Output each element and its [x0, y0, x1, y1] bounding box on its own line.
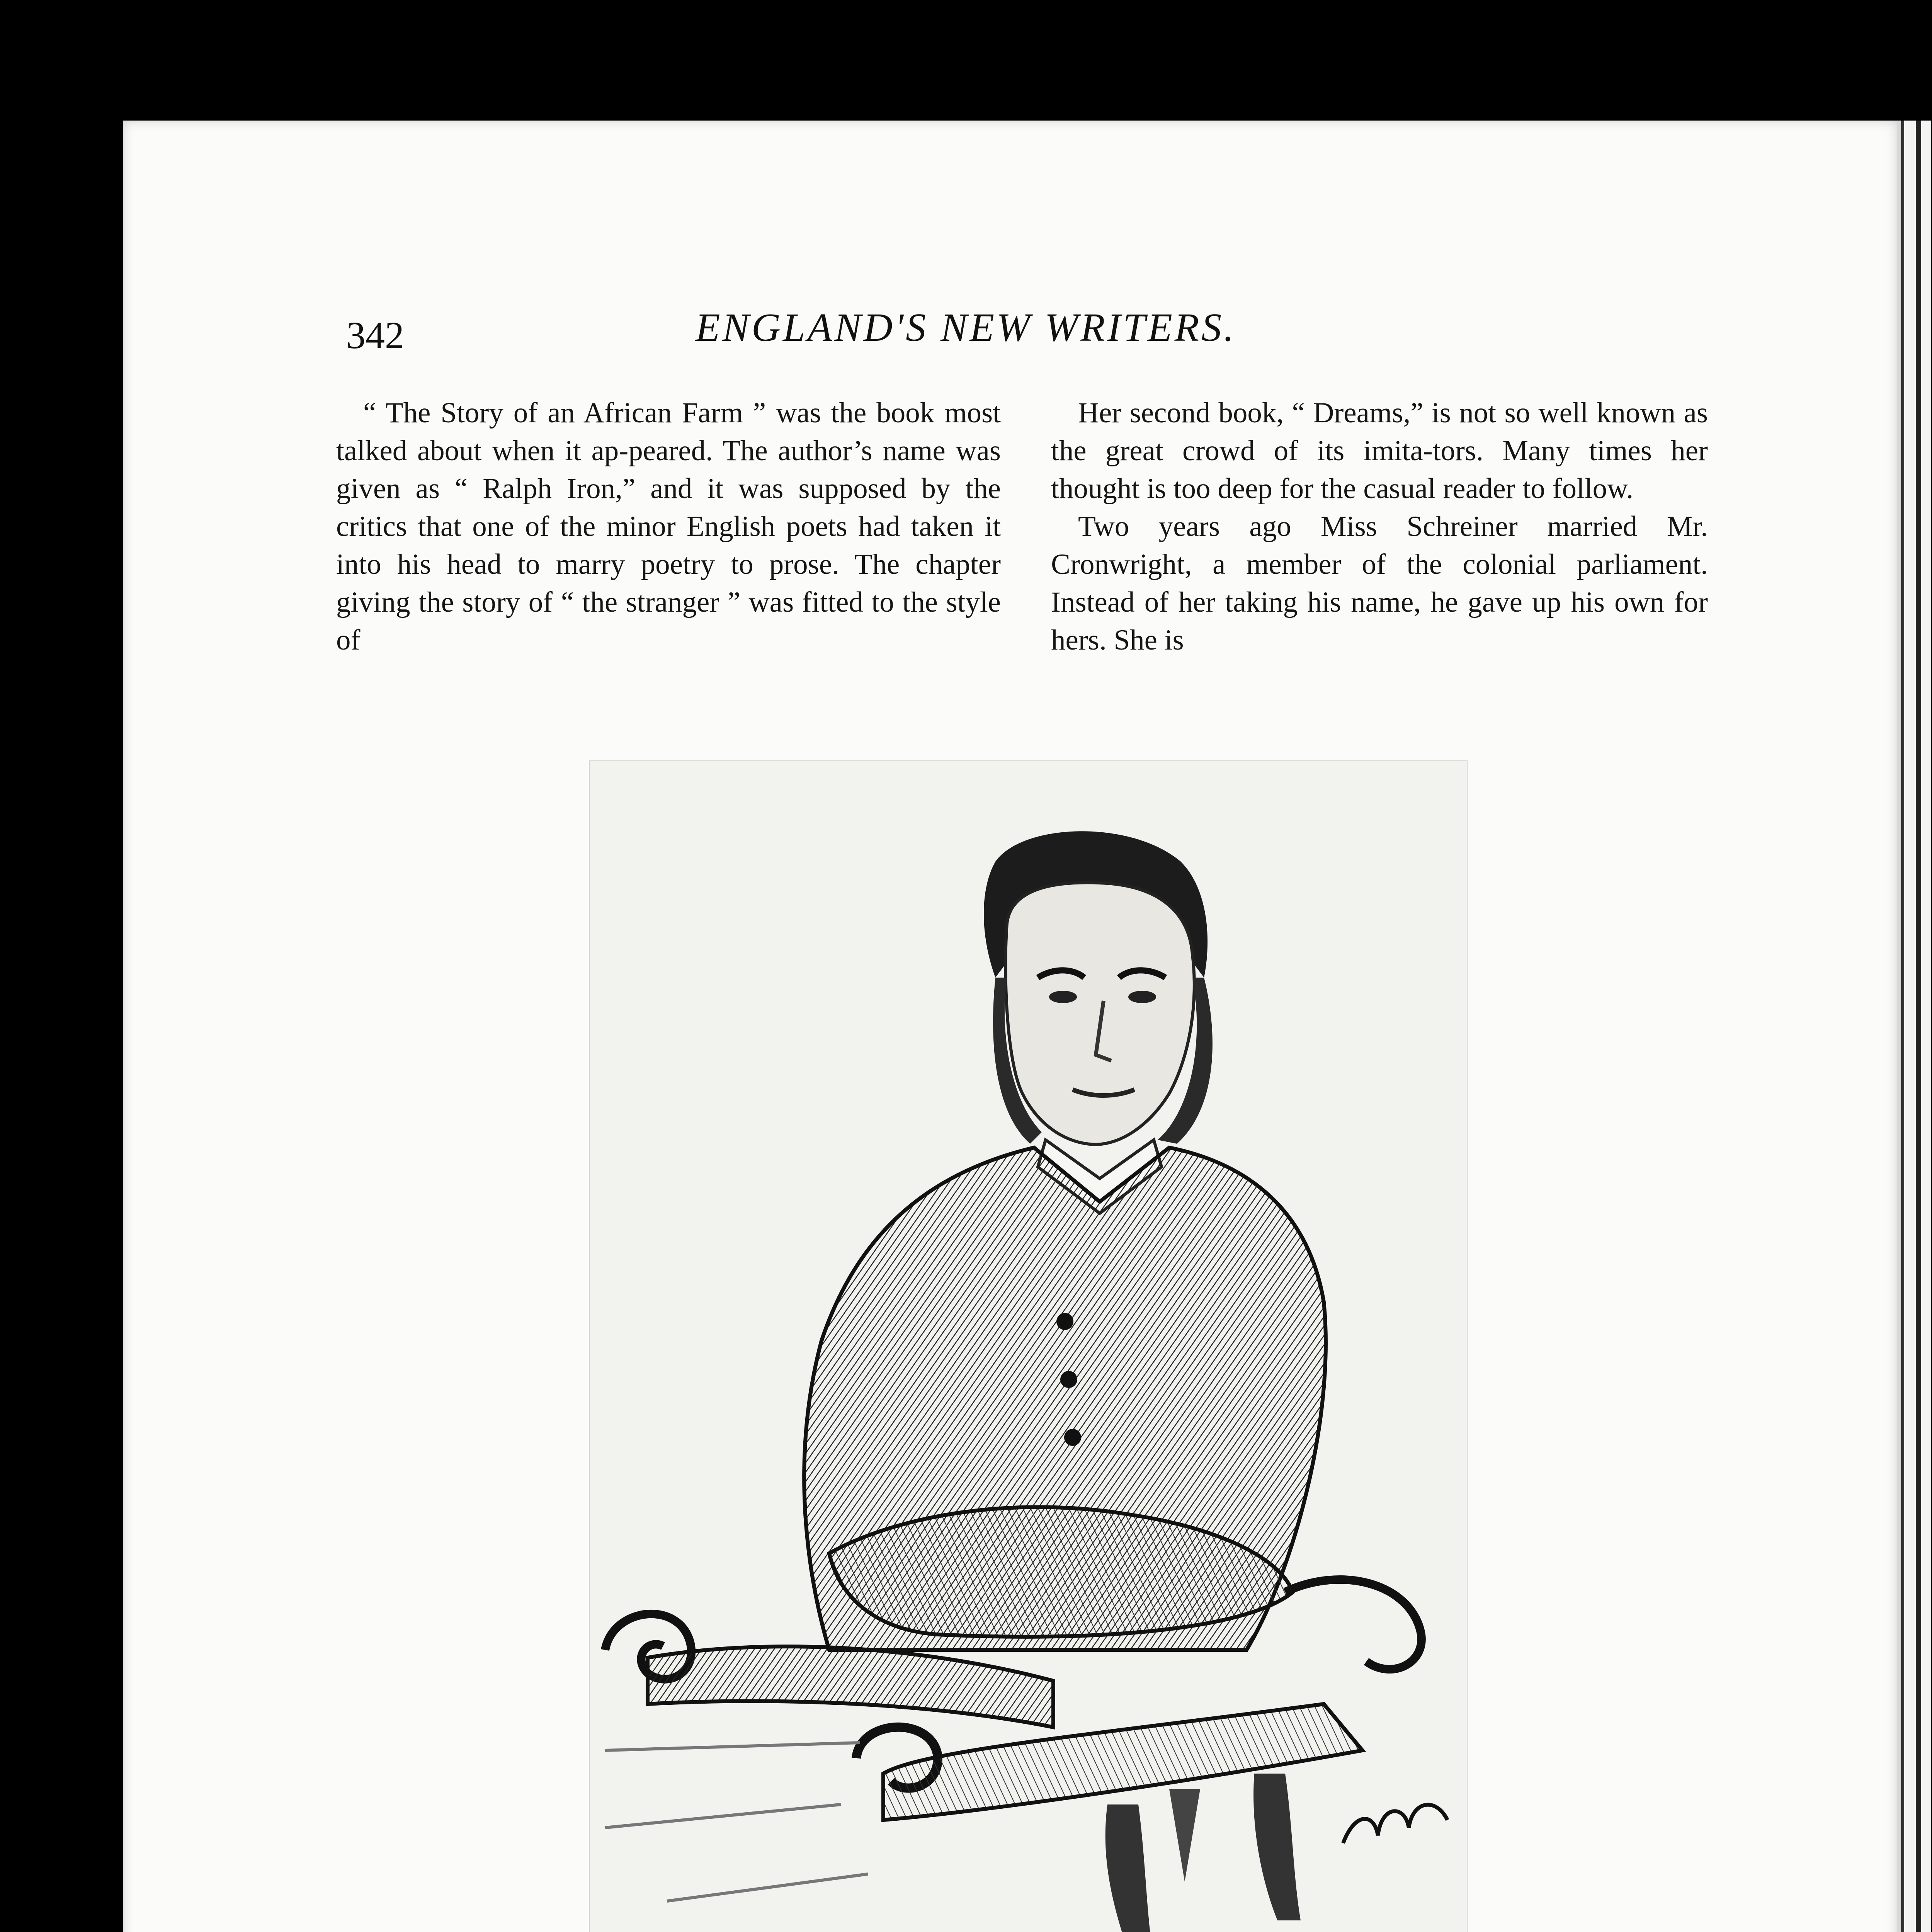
portrait-illustration: [589, 760, 1468, 1932]
paragraph: Two years ago Miss Schreiner married Mr. Cronwright, a member of the colonial parliament. Instead of her taking his name, he gave up his own for hers. She is: [1051, 510, 1708, 656]
paragraph: Her second book, “ Dreams,” is not so well known as the great crowd of its imita-tors. Many times her thought is too deep for the casual reader to follow.: [1051, 397, 1708, 505]
binding-shadow: [1916, 121, 1921, 1932]
portrait-drawing: [590, 761, 1467, 1932]
column-top-right: [1051, 394, 1708, 659]
column-top-left: [336, 394, 1001, 659]
running-head: ENGLAND'S NEW WRITERS.: [696, 305, 1236, 350]
page-number: 342: [346, 314, 404, 357]
paragraph: “ The Story of an African Farm ” was the book most talked about when it ap-peared. The author’s name was given as “ Ralph Iron,” and it was supposed by the critics that one of the minor English poets had taken it into his head to marry poetry to prose. The chapter giving the story of “ the stranger ” was fitted to the style of: [336, 397, 1001, 656]
adjacent-page-edge: [1901, 121, 1931, 1932]
